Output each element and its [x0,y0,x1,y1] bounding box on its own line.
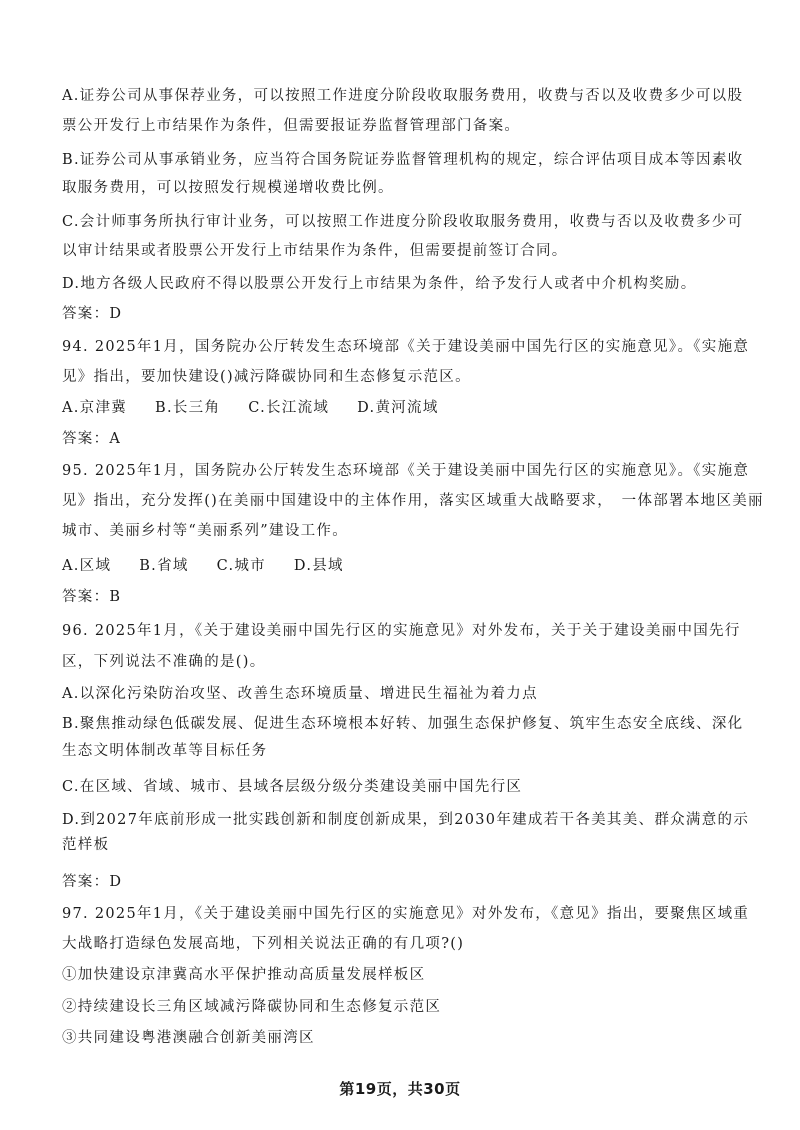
q96-option-b-line2: 生态文明体制改革等目标任务 [62,743,268,759]
q93-option-b-line2: 取服务费用，可以按照发行规模递增收费比例。 [62,180,394,196]
q97-item-2: ②持续建设长三角区域减污降碳协同和生态修复示范区 [62,999,442,1015]
q95-option-c: C.城市 [216,558,266,574]
q95-stem-line3: 城市、美丽乡村等“美丽系列”建设工作。 [62,523,349,539]
q93-option-a-line1: A.证券公司从事保荐业务，可以按照工作进度分阶段收取服务费用，收费与否以及收费多少可以股 [62,88,744,104]
q94-option-d: D.黄河流域 [357,400,439,416]
q93-answer: 答案：D [62,306,123,322]
q94-stem-line2: 见》指出，要加快建设()减污降碳协同和生态修复示范区。 [62,369,471,385]
q96-stem-line1: 96. 2025年1月，《关于建设美丽中国先行区的实施意见》对外发布，关于关于建设美丽中国先行 [62,623,741,639]
q95-option-d: D.县域 [293,558,344,574]
q93-option-c-line2: 以审计结果或者股票公开发行上市结果作为条件，但需要提前签订合同。 [62,243,568,259]
q96-stem-line2: 区，下列说法不准确的是()。 [62,654,266,670]
q94-option-c: C.长江流域 [248,400,330,416]
q96-option-b-line1: B.聚焦推动绿色低碳发展、促进生态环境根本好转、加强生态保护修复、筑牢生态安全底线、深化 [62,716,744,732]
q95-options [62,556,366,576]
q97-stem-line2: 大战略打造绿色发展高地，下列相关说法正确的有几项?() [62,936,465,952]
q94-answer: 答案：A [62,431,122,447]
q93-option-d: D.地方各级人民政府不得以股票公开发行上市结果为条件，给予发行人或者中介机构奖励。 [62,276,697,292]
q93-option-a-line2: 票公开发行上市结果作为条件，但需要报证券监督管理部门备案。 [62,118,521,134]
q96-option-a: A.以深化污染防治攻坚、改善生态环境质量、增进民生福祉为着力点 [62,686,538,702]
q94-option-a: A.京津冀 [62,400,128,416]
q97-stem-line1: 97. 2025年1月，《关于建设美丽中国先行区的实施意见》对外发布，《意见》指出，要聚焦区域重 [62,906,750,922]
q96-option-d-line2: 范样板 [62,837,110,853]
q93-option-c-line1: C.会计师事务所执行审计业务，可以按照工作进度分阶段收取服务费用，收费与否以及收费多少可 [62,214,744,230]
page-number-footer: 第19页，共30页 [339,1080,461,1098]
q95-stem-line2: 见》指出，充分发挥()在美丽中国建设中的主体作用，落实区域重大战略要求， 一体部署本地区美丽 [62,493,764,509]
q95-option-a: A.区域 [62,558,112,574]
q95-option-b: B.省域 [139,558,189,574]
q97-item-3: ③共同建设粤港澳融合创新美丽湾区 [62,1030,315,1046]
q95-stem-line1: 95. 2025年1月，国务院办公厅转发生态环境部《关于建设美丽中国先行区的实施意见》。《实施意 [62,463,750,479]
q96-option-c: C.在区域、省域、城市、县域各层级分级分类建设美丽中国先行区 [62,779,523,795]
q94-stem-line1: 94. 2025年1月，国务院办公厅转发生态环境部《关于建设美丽中国先行区的实施意见》。《实施意 [62,339,750,355]
q96-option-d-line1: D.到2027年底前形成一批实践创新和制度创新成果，到2030年建成若干各美其美、群众满意的示 [62,812,750,828]
q96-answer: 答案：D [62,874,123,890]
q95-answer: 答案：B [62,589,122,605]
q94-option-b: B.长三角 [155,400,221,416]
q94-options [62,398,461,418]
q93-option-b-line1: B.证券公司从事承销业务，应当符合国务院证券监督管理机构的规定，综合评估项目成本等因素收 [62,152,744,168]
q97-item-1: ①加快建设京津冀高水平保护推动高质量发展样板区 [62,967,426,983]
